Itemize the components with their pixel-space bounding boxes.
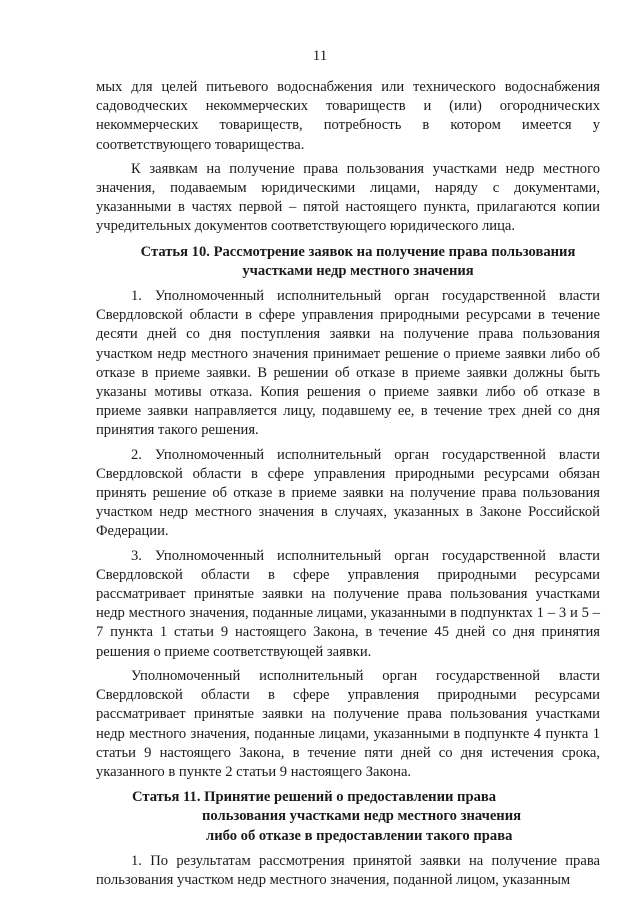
document-body bbox=[96, 78, 600, 890]
article-10-paragraph-4: Уполномоченный исполнительный орган государственной власти Свердловской области в сфере управления природными ресурсами рассматривает принятые заявки на получение права пользования участками недр местного значения, поданные лицами, указанными в подпункте 4 пункта 1 статьи 9 настоящего Закона, в течение пяти дней со дня истечения срока, указанного в пункте 2 статьи 9 настоящего Закона. bbox=[96, 667, 600, 780]
article-11-heading-line-3: либо об отказе в предоставлении такого права bbox=[206, 827, 513, 844]
page-number: 11 bbox=[312, 48, 328, 64]
article-10-paragraph-3: 3. Уполномоченный исполнительный орган государственной власти Свердловской области в сфере управления природными ресурсами рассматривает принятые заявки на получение права пользования участками недр местного значения, поданные лицами, указанными в подпунктах 1 – 3 и 5 – 7 пункта 1 статьи 9 настоящего Закона, в течение 45 дней со дня принятия решения о приеме соответствующей заявки. bbox=[96, 547, 600, 660]
article-10-paragraph-1: 1. Уполномоченный исполнительный орган государственной власти Свердловской области в сфере управления природными ресурсами в течение десяти дней со дня поступления заявки на получение права пользования участком недр местного значения принимает решение о приеме заявки либо об отказе в приеме заявки. В решении об отказе в приеме заявки должны быть указаны мотивы отказа. Копия решения о приеме заявки либо об отказе в приеме заявки направляется лицу, подавшему ее, в течение трех дней со дня принятия такого решения. bbox=[96, 288, 600, 439]
article-11-heading-line-2: пользования участками недр местного значения bbox=[202, 808, 522, 825]
article-10-heading bbox=[96, 243, 600, 281]
article-11-paragraph-1: 1. По результатам рассмотрения принятой заявки на получение права пользования участком недр местного значения, поданной лицом, указанным bbox=[96, 852, 600, 888]
paragraph-legal-entities: К заявкам на получение права пользования участками недр местного значения, подаваемым юридическими лицами, наряду с документами, указанными в частях первой – пятой настоящего пункта, прилагаются копии учредительных документов соответствующего юридического лица. bbox=[96, 160, 600, 235]
article-11-heading-line-1: Статья 11. Принятие решений о предоставлении права bbox=[132, 789, 497, 806]
paragraph-continuation: мых для целей питьевого водоснабжения или технического водоснабжения садоводческих некоммерческих товариществ и (или) огороднических некоммерческих товариществ, потребность в котором имеется у соответствующего товарищества. bbox=[96, 79, 600, 153]
article-10-paragraph-2: 2. Уполномоченный исполнительный орган государственной власти Свердловской области в сфере управления природными ресурсами обязан принять решение об отказе в приеме заявки на получение права пользования участком недр местного значения в случаях, указанных в Законе Российской Федерации. bbox=[96, 446, 600, 540]
article-10-heading-line-1: Статья 10. Рассмотрение заявок на получение права пользования bbox=[140, 243, 576, 260]
article-10-heading-line-2: участками недр местного значения bbox=[242, 262, 474, 279]
article-11-heading bbox=[96, 788, 600, 846]
